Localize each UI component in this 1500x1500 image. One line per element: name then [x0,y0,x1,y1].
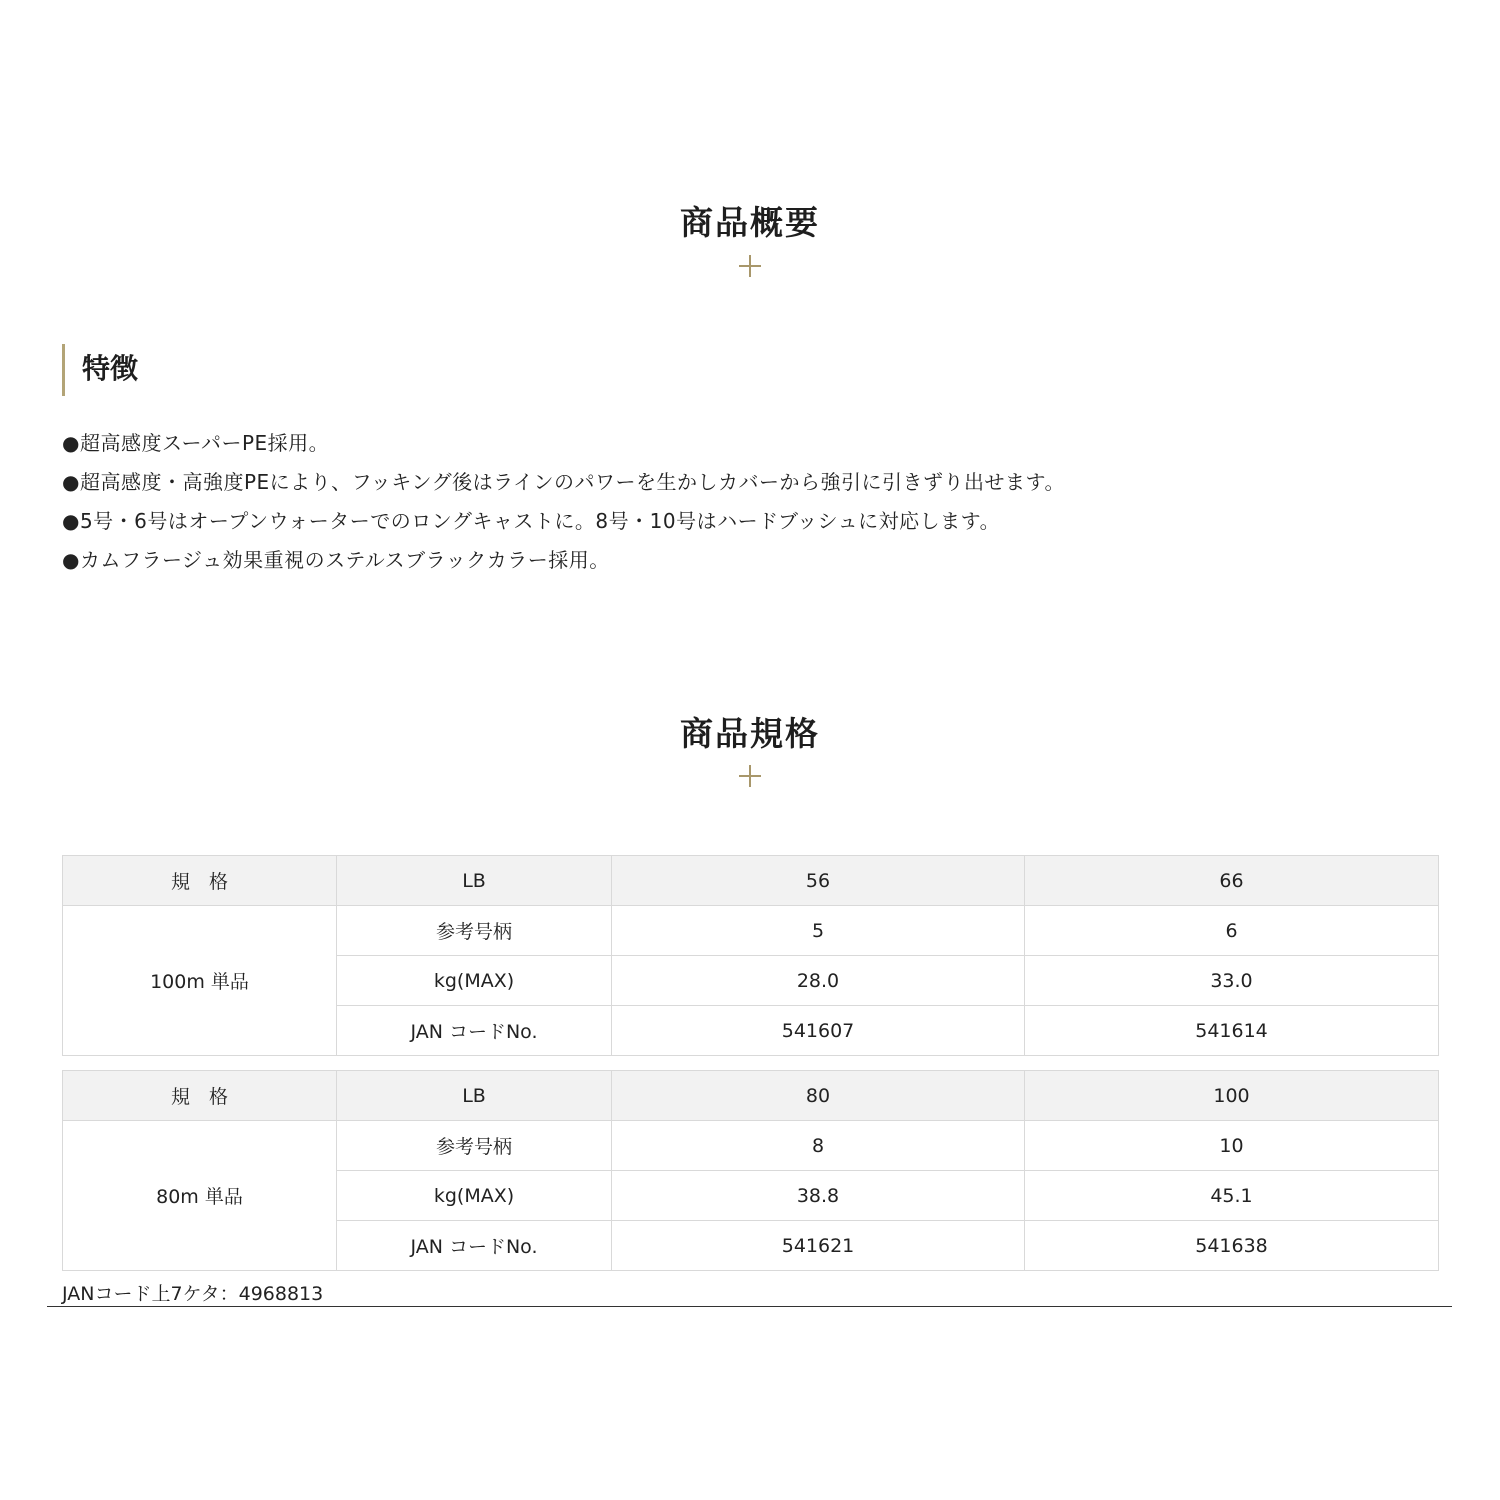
value-cell: 5 [612,906,1025,956]
header-cell: 80 [612,1071,1025,1121]
spec-table-100m [62,855,1439,1056]
row-label-cell: kg(MAX) [337,1171,612,1221]
feature-list [62,424,1065,580]
plus-divider-icon [739,765,761,787]
table-row [63,906,1439,956]
feature-item: ●超高感度スーパーPE採用。 [62,431,330,455]
value-cell: 10 [1025,1121,1439,1171]
value-cell: 541621 [612,1221,1025,1271]
row-label-cell: 参考号柄 [337,906,612,956]
value-cell: 45.1 [1025,1171,1439,1221]
row-label-cell: JAN コードNo. [337,1006,612,1056]
feature-heading: 特徴 [62,344,138,396]
feature-item: ●カムフラージュ効果重視のステルスブラックカラー採用。 [62,548,610,572]
table-header-row [63,856,1439,906]
header-cell: LB [337,856,612,906]
spec-title: 商品規格 [680,714,820,753]
row-label-cell: JAN コードNo. [337,1221,612,1271]
value-cell: 541614 [1025,1006,1439,1056]
group-label-cell: 80m 単品 [63,1121,337,1271]
row-label-cell: kg(MAX) [337,956,612,1006]
header-cell: 規 格 [63,856,337,906]
header-cell: 56 [612,856,1025,906]
value-cell: 541638 [1025,1221,1439,1271]
header-cell: LB [337,1071,612,1121]
feature-item: ●超高感度・高強度PEにより、フッキング後はラインのパワーを生かしカバーから強引に引きずり出せます。 [62,470,1065,494]
value-cell: 28.0 [612,956,1025,1006]
value-cell: 6 [1025,906,1439,956]
row-label-cell: 参考号柄 [337,1121,612,1171]
table-row [63,1121,1439,1171]
jan-code-note: JANコード上7ケタ：4968813 [62,1283,324,1305]
header-cell: 66 [1025,856,1439,906]
value-cell: 38.8 [612,1171,1025,1221]
bottom-divider [47,1306,1452,1307]
spec-table-80m [62,1070,1439,1271]
header-cell: 規 格 [63,1071,337,1121]
table-header-row [63,1071,1439,1121]
value-cell: 541607 [612,1006,1025,1056]
header-cell: 100 [1025,1071,1439,1121]
value-cell: 8 [612,1121,1025,1171]
value-cell: 33.0 [1025,956,1439,1006]
overview-title: 商品概要 [680,203,820,242]
plus-divider-icon [739,255,761,277]
feature-item: ●5号・6号はオープンウォーターでのロングキャストに。8号・10号はハードブッシュに対応します。 [62,509,1001,533]
group-label-cell: 100m 単品 [63,906,337,1056]
